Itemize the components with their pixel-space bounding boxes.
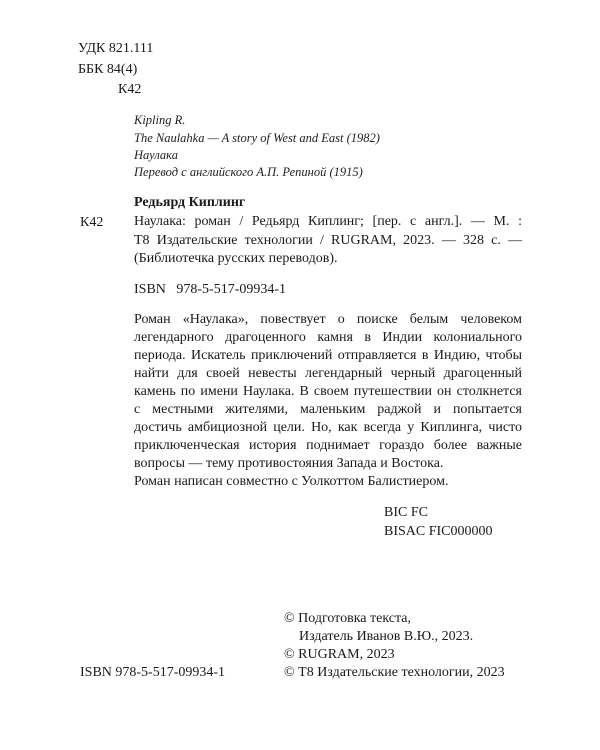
annotation-line-4: найти для своей невесты легендарный черный драгоценный — [134, 366, 522, 381]
annotation-line-9: вопросы — тему противостояния Запада и Востока. — [134, 456, 444, 471]
annotation-coauthor: Роман написан совместно с Уолкоттом Балистиером. — [134, 474, 449, 489]
isbn-main: ISBN 978-5-517-09934-1 — [134, 282, 287, 297]
original-author: Kipling R. — [134, 113, 186, 127]
author-mark: К42 — [80, 215, 104, 230]
biblio-line-1: Наулака: роман / Редьярд Киплинг; [пер. с англ.]. — М. : — [134, 214, 522, 229]
author-name: Редьярд Киплинг — [134, 195, 246, 210]
russian-title: Наулака — [134, 148, 178, 162]
annotation-line-8: приключенческая история поднимает гораздо более важные — [134, 438, 522, 453]
biblio-line-3: (Библиотечка русских переводов). — [134, 251, 338, 266]
copyright-line-2: Издатель Иванов В.Ю., 2023. — [299, 629, 474, 644]
original-title: The Naulahka — A story of West and East (1982) — [134, 131, 380, 145]
annotation-line-5: камень по имени Наулака. В своем путешествии он столкнется — [134, 384, 522, 399]
udk-code: УДК 821.111 — [78, 41, 154, 56]
biblio-line-2: Т8 Издательские технологии / RUGRAM, 2023. — 328 с. — — [134, 233, 522, 248]
author-mark-header: К42 — [118, 82, 142, 97]
copyright-line-3: © RUGRAM, 2023 — [284, 647, 395, 662]
annotation-line-2: легендарного драгоценного камня в Индии колониального — [134, 330, 522, 345]
copyright-line-1: © Подготовка текста, — [284, 611, 412, 626]
annotation-line-3: периода. Искатель приключений отправляется в Индию, чтобы — [134, 348, 522, 363]
bbk-code: ББК 84(4) — [78, 62, 138, 77]
bic-code: BIC FC — [384, 505, 428, 520]
isbn-bottom: ISBN 978-5-517-09934-1 — [80, 665, 226, 680]
copyright-line-4: © Т8 Издательские технологии, 2023 — [284, 665, 505, 680]
translation-note: Перевод с английского А.П. Репиной (1915) — [134, 165, 363, 179]
bisac-code: BISAC FIC000000 — [384, 524, 493, 539]
annotation-line-7: достичь амбициозной цели. Но, как всегда у Киплинга, чисто — [134, 420, 522, 435]
annotation-line-1: Роман «Наулака», повествует о поиске белым человеком — [134, 312, 522, 327]
annotation-line-6: с местными жителями, маленьким раджой и попытается — [134, 402, 522, 417]
